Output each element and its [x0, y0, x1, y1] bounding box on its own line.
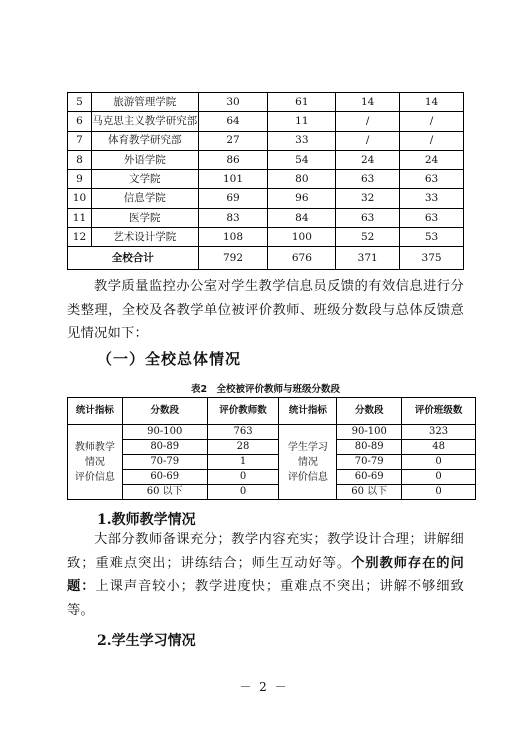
- table-cell: 100: [268, 228, 336, 247]
- table2-caption: 表2 全校被评价教师与班级分数段: [190, 384, 341, 395]
- table-row: [68, 208, 464, 227]
- table-cell: 84: [268, 208, 336, 227]
- table-cell: 旅游管理学院: [91, 93, 198, 112]
- table-cell: 体育教学研究部: [91, 131, 198, 150]
- table-cell: 14: [336, 93, 400, 112]
- teacher-count-cell: 763: [207, 425, 279, 440]
- table-cell: /: [400, 112, 464, 131]
- total-cell: 375: [400, 247, 464, 270]
- table-cell: 32: [336, 189, 400, 208]
- table-cell: 86: [198, 150, 268, 169]
- table-cell: 96: [268, 189, 336, 208]
- score-range-cell: 90-100: [337, 425, 402, 440]
- total-label: 全校合计: [68, 247, 199, 270]
- table-cell: 6: [68, 112, 92, 131]
- category-line: 情况: [84, 456, 105, 468]
- table-cell: /: [336, 131, 400, 150]
- table-cell: 24: [400, 150, 464, 169]
- table-cell: 64: [198, 112, 268, 131]
- total-cell: 676: [268, 247, 336, 270]
- table-row: [68, 112, 464, 131]
- section-heading: （一）全校总体情况: [97, 350, 242, 368]
- category-line: 情况: [297, 456, 318, 468]
- teacher-count-cell: 28: [207, 440, 279, 455]
- score-range-cell: 90-100: [122, 425, 207, 440]
- table-header-row: [68, 398, 476, 425]
- category-line: 评价信息: [74, 471, 115, 483]
- table-cell: 9: [68, 170, 92, 189]
- table-cell: 27: [198, 131, 268, 150]
- table-cell: 63: [336, 170, 400, 189]
- table-row: [68, 470, 476, 485]
- table-cell: 63: [336, 208, 400, 227]
- table-cell: 7: [68, 131, 92, 150]
- table-cell: 信息学院: [91, 189, 198, 208]
- teacher-count-cell: 0: [207, 470, 279, 485]
- table-cell: 80: [268, 170, 336, 189]
- score-range-cell: 80-89: [122, 440, 207, 455]
- table-total-row: [68, 247, 464, 270]
- subsection-title-teaching: 1.教师教学情况: [97, 512, 196, 528]
- class-count-cell: 323: [402, 425, 476, 440]
- teaching-paragraph: [67, 528, 464, 622]
- table-cell: /: [400, 131, 464, 150]
- header-cell: 评价班级数: [402, 398, 476, 425]
- teaching-text-emphasis: 个别教师存在的问题：: [67, 555, 464, 595]
- table-cell: 63: [400, 170, 464, 189]
- table-cell: 54: [268, 150, 336, 169]
- score-range-cell: 60 以下: [122, 485, 207, 500]
- table-row: [68, 455, 476, 470]
- header-cell: 评价教师数: [207, 398, 279, 425]
- table-cell: 108: [198, 228, 268, 247]
- teaching-text-b: 上课声音较小；教学进度快；重难点不突出；讲解不够细致等。: [67, 579, 465, 618]
- table-cell: 24: [336, 150, 400, 169]
- table-cell: 69: [198, 189, 268, 208]
- table-cell: 101: [198, 170, 268, 189]
- student-category-cell: [279, 425, 337, 500]
- table-row: [68, 189, 464, 208]
- header-cell: 统计指标: [279, 398, 337, 425]
- intro-paragraph: 教学质量监控办公室对学生教学信息员反馈的有效信息进行分类整理，全校及各教学单位被评价教师、班级分数段与总体反馈意见情况如下：: [67, 279, 464, 342]
- score-range-cell: 70-79: [122, 455, 207, 470]
- total-cell: 371: [336, 247, 400, 270]
- teaching-text-a: 大部分教师备课充分；教学内容充实；教学设计合理；讲解细致；重难点突出；讲练结合；师生互动好等。: [67, 532, 464, 571]
- table-cell: 12: [68, 228, 92, 247]
- class-count-cell: 48: [402, 440, 476, 455]
- table-row: [68, 150, 464, 169]
- score-range-cell: 60 以下: [337, 485, 402, 500]
- table-cell: 11: [68, 208, 92, 227]
- table-cell: 文学院: [91, 170, 198, 189]
- table-row: [68, 228, 464, 247]
- table-cell: 33: [268, 131, 336, 150]
- table-cell: 5: [68, 93, 92, 112]
- table-cell: 马克思主义教学研究部: [91, 112, 198, 131]
- table-cell: 30: [198, 93, 268, 112]
- class-count-cell: 0: [402, 455, 476, 470]
- table-cell: 8: [68, 150, 92, 169]
- header-cell: 统计指标: [68, 398, 123, 425]
- class-count-cell: 0: [402, 470, 476, 485]
- table-row: [68, 93, 464, 112]
- table-cell: 艺术设计学院: [91, 228, 198, 247]
- score-range-cell: 70-79: [337, 455, 402, 470]
- table-cell: 10: [68, 189, 92, 208]
- score-range-cell: 80-89: [337, 440, 402, 455]
- category-line: 学生学习: [287, 441, 328, 453]
- header-cell: 分数段: [337, 398, 402, 425]
- table-cell: 33: [400, 189, 464, 208]
- subsection-title-learning: 2.学生学习情况: [97, 633, 196, 649]
- table-cell: 14: [400, 93, 464, 112]
- table-cell: 52: [336, 228, 400, 247]
- table-cell: /: [336, 112, 400, 131]
- table-cell: 63: [400, 208, 464, 227]
- table-row: [68, 440, 476, 455]
- category-line: 教师教学: [74, 441, 115, 453]
- score-range-cell: 60-69: [337, 470, 402, 485]
- teacher-count-cell: 0: [207, 485, 279, 500]
- unit-evaluation-table: [67, 92, 464, 270]
- table-cell: 61: [268, 93, 336, 112]
- header-cell: 分数段: [122, 398, 207, 425]
- class-count-cell: 0: [402, 485, 476, 500]
- score-range-cell: 60-69: [122, 470, 207, 485]
- total-cell: 792: [198, 247, 268, 270]
- table-cell: 83: [198, 208, 268, 227]
- table-row: [68, 425, 476, 440]
- table-cell: 外语学院: [91, 150, 198, 169]
- table-cell: 医学院: [91, 208, 198, 227]
- table-row: [68, 131, 464, 150]
- page-number: － 2 －: [239, 680, 289, 694]
- score-distribution-table: [67, 397, 476, 500]
- teacher-category-cell: [68, 425, 123, 500]
- table-cell: 11: [268, 112, 336, 131]
- table-row: [68, 170, 464, 189]
- table-row: [68, 485, 476, 500]
- category-line: 评价信息: [287, 471, 328, 483]
- table-cell: 53: [400, 228, 464, 247]
- teacher-count-cell: 1: [207, 455, 279, 470]
